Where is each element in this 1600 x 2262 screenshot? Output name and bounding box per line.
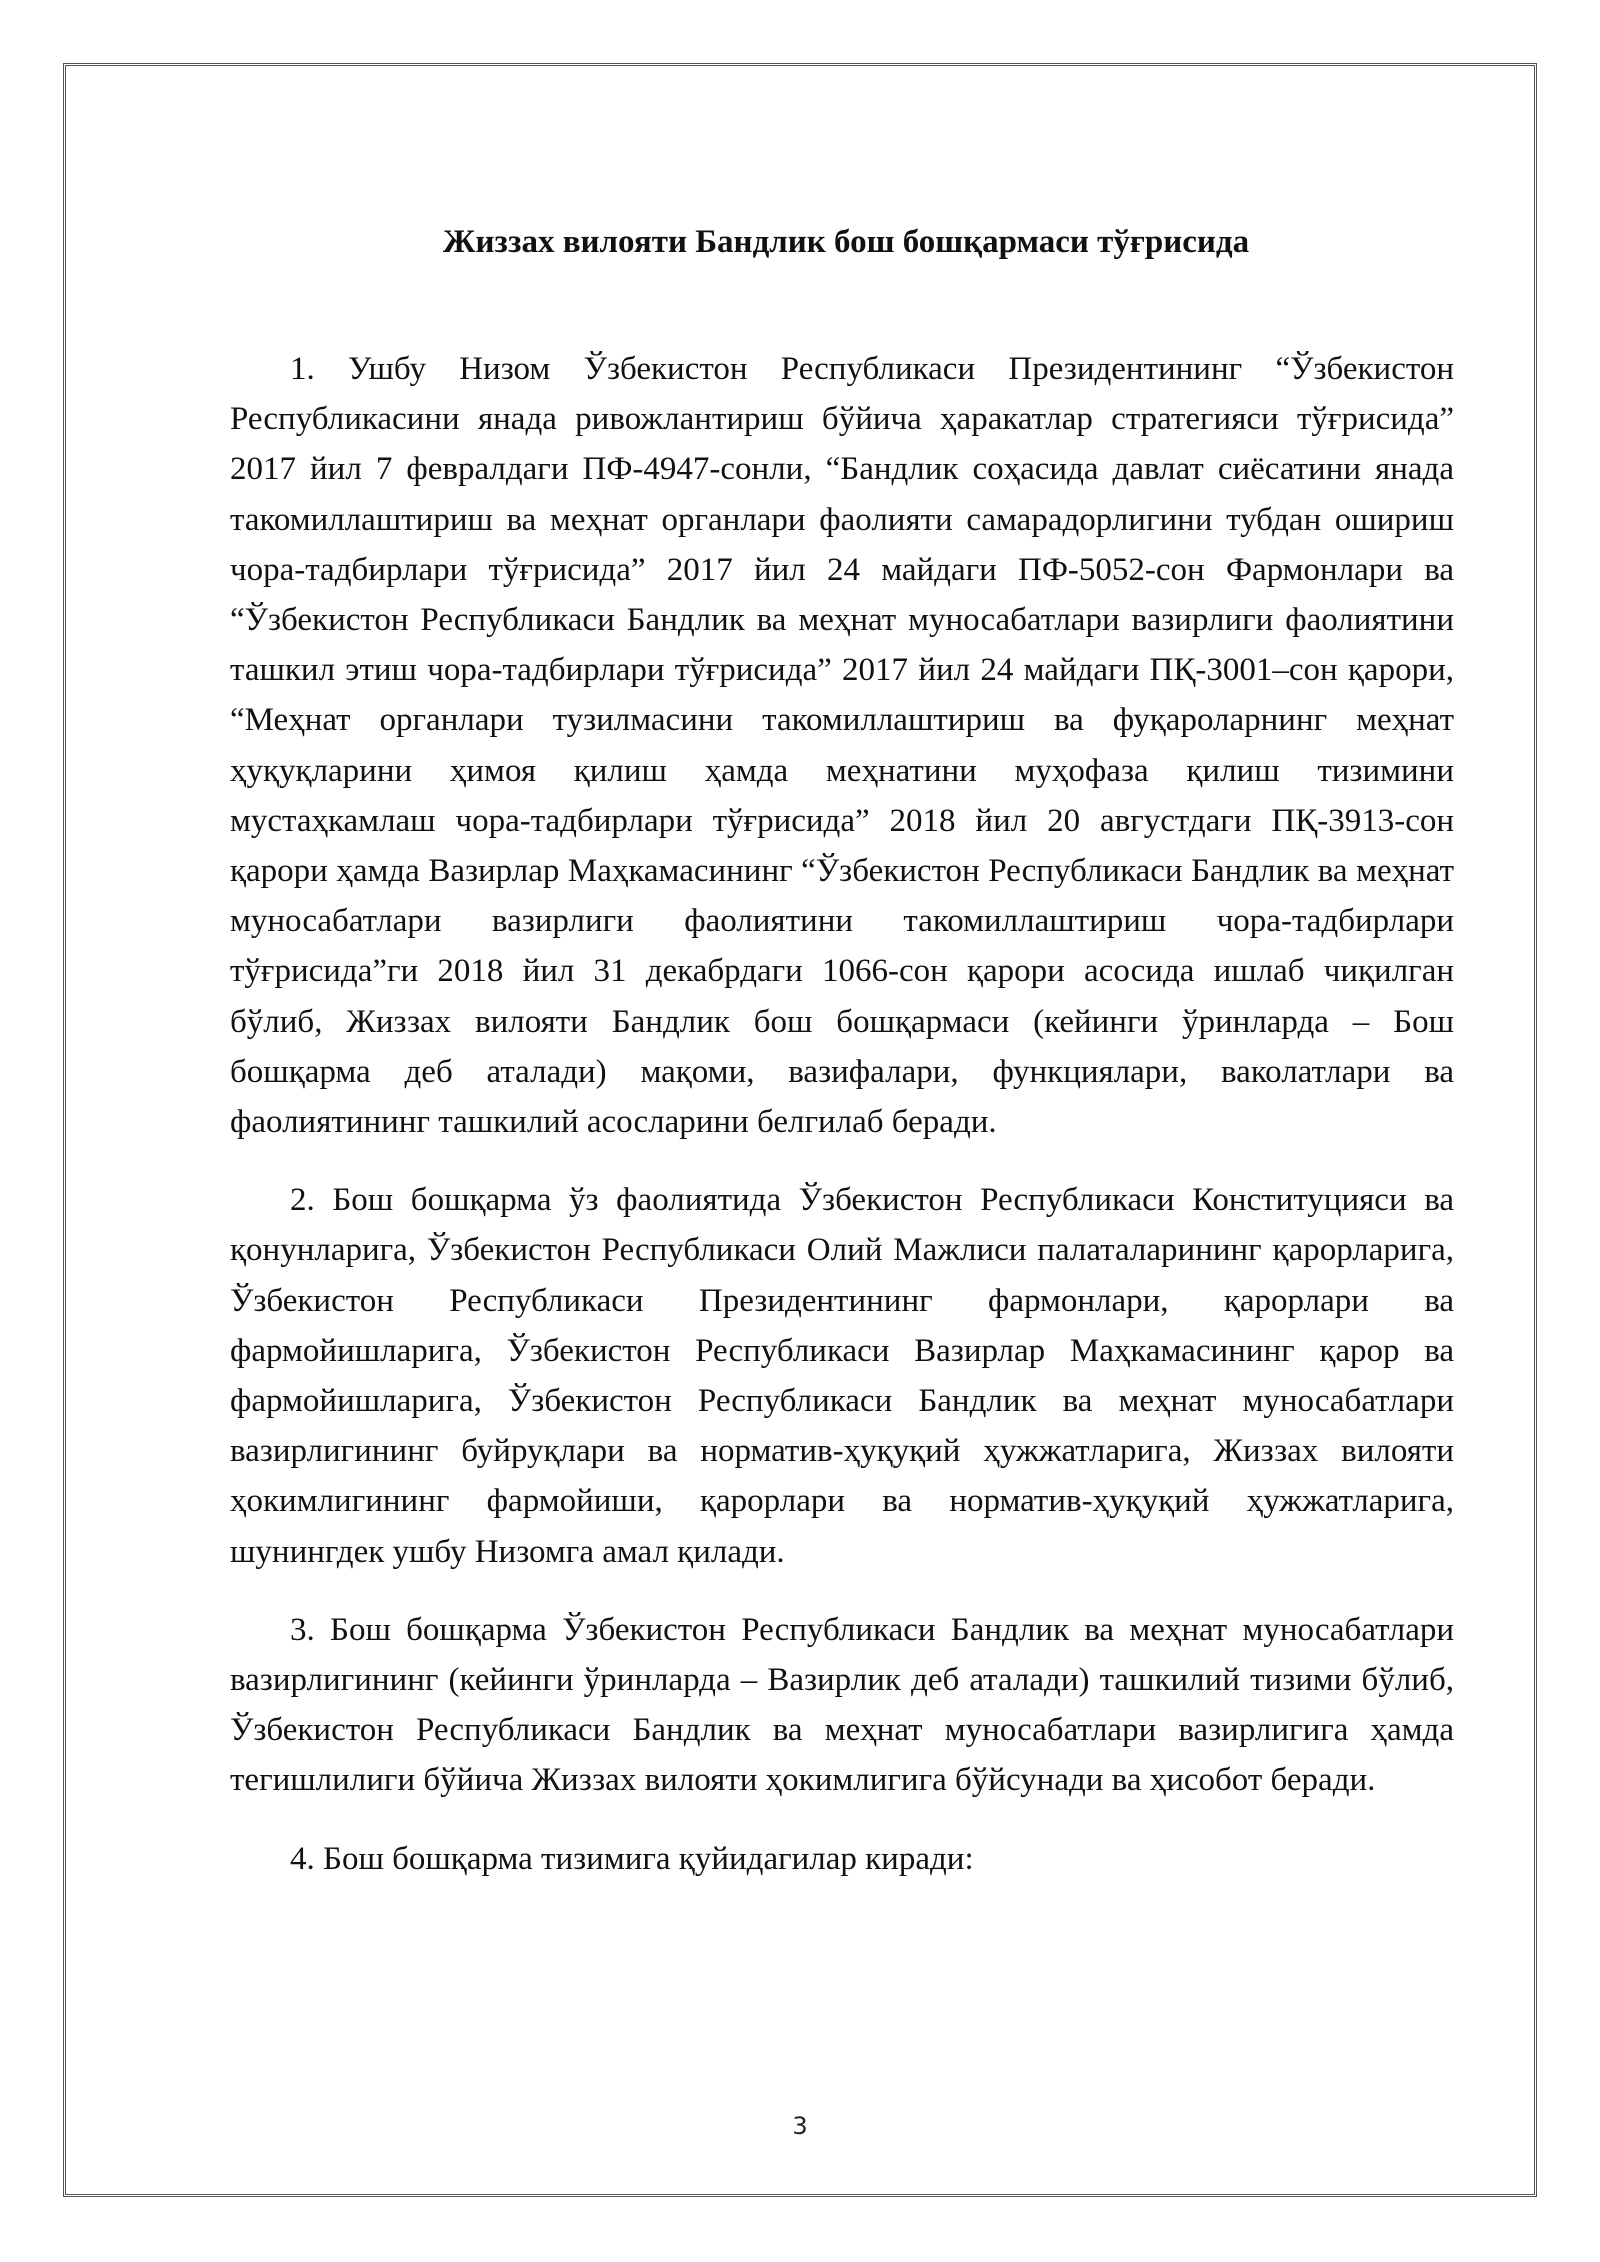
paragraph-2: 2. Бош бошқарма ўз фаолиятида Ўзбекистон Республикаси Конституцияси ва қонунларига, Ўзбекистон Республикаси Олий Мажлиси палаталарининг қарорларига, Ўзбекистон Республикаси Президентининг фармонлари, қарорлари ва фармойишларига, Ўзбекистон Республикаси Вазирлар Маҳкамасининг қарор ва фармойишларига, Ўзбекистон Республикаси Бандлик ва меҳнат муносабатлари вазирлигининг буйруқлари ва норматив-ҳуқуқий ҳужжатларига, Жиззах вилояти ҳокимлигининг фармойиши, қарорлари ва норматив-ҳуқуқий ҳужжатларига, шунингдек ушбу Низомга амал қилади.: [230, 1182, 1454, 1570]
document-body: [230, 344, 1454, 1912]
paragraph-3: 3. Бош бошқарма Ўзбекистон Республикаси Бандлик ва меҳнат муносабатлари вазирлигининг (кейинги ўринларда – Вазирлик деб аталади) ташкилий тизими бўлиб, Ўзбекистон Республикаси Бандлик ва меҳнат муносабатлари вазирлигига ҳамда тегишлилиги бўйича Жиззах вилояти ҳокимлигига бўйсунади ва ҳисобот беради.: [230, 1611, 1454, 1799]
paragraph-4: 4. Бош бошқарма тизимига қуйидагилар киради:: [290, 1840, 974, 1877]
paragraph-1: 1. Ушбу Низом Ўзбекистон Республикаси Президентининг “Ўзбекистон Республикасини янада ривожлантириш бўйича ҳаракатлар стратегияси тўғрисида” 2017 йил 7 февралдаги ПФ-4947-сонли, “Бандлик соҳасида давлат сиёсатини янада такомиллаштириш ва меҳнат органлари фаолияти самарадорлигини тубдан ошириш чора-тадбирлари тўғрисида” 2017 йил 24 майдаги ПФ-5052-сон Фармонлари ва “Ўзбекистон Республикаси Бандлик ва меҳнат муносабатлари вазирлиги фаолиятини ташкил этиш чора-тадбирлари тўғрисида” 2017 йил 24 майдаги ПҚ-3001–сон қарори, “Меҳнат органлари тузилмасини такомиллаштириш ва фуқароларнинг меҳнат ҳуқуқларини ҳимоя қилиш ҳамда меҳнатини муҳофаза қилиш тизимини мустаҳкамлаш чора-тадбирлари тўғрисида” 2018 йил 20 августдаги ПҚ-3913-сон қарори ҳамда Вазирлар Маҳкамасининг “Ўзбекистон Республикаси Бандлик ва меҳнат муносабатлари вазирлиги фаолиятини такомиллаштириш чора-тадбирлари тўғрисида”ги 2018 йил 31 декабрдаги 1066-сон қарори асосида ишлаб чиқилган бўлиб, Жиззах вилояти Бандлик бош бошқармаси (кейинги ўринларда – Бош бошқарма деб аталади) мақоми, вазифалари, функциялари, ваколатлари ва фаолиятининг ташкилий асосларини белгилаб беради.: [230, 351, 1454, 1141]
document-title: Жиззах вилояти Бандлик бош бошқармаси тўғрисида: [442, 224, 1250, 260]
page-number: 3: [792, 2112, 808, 2140]
